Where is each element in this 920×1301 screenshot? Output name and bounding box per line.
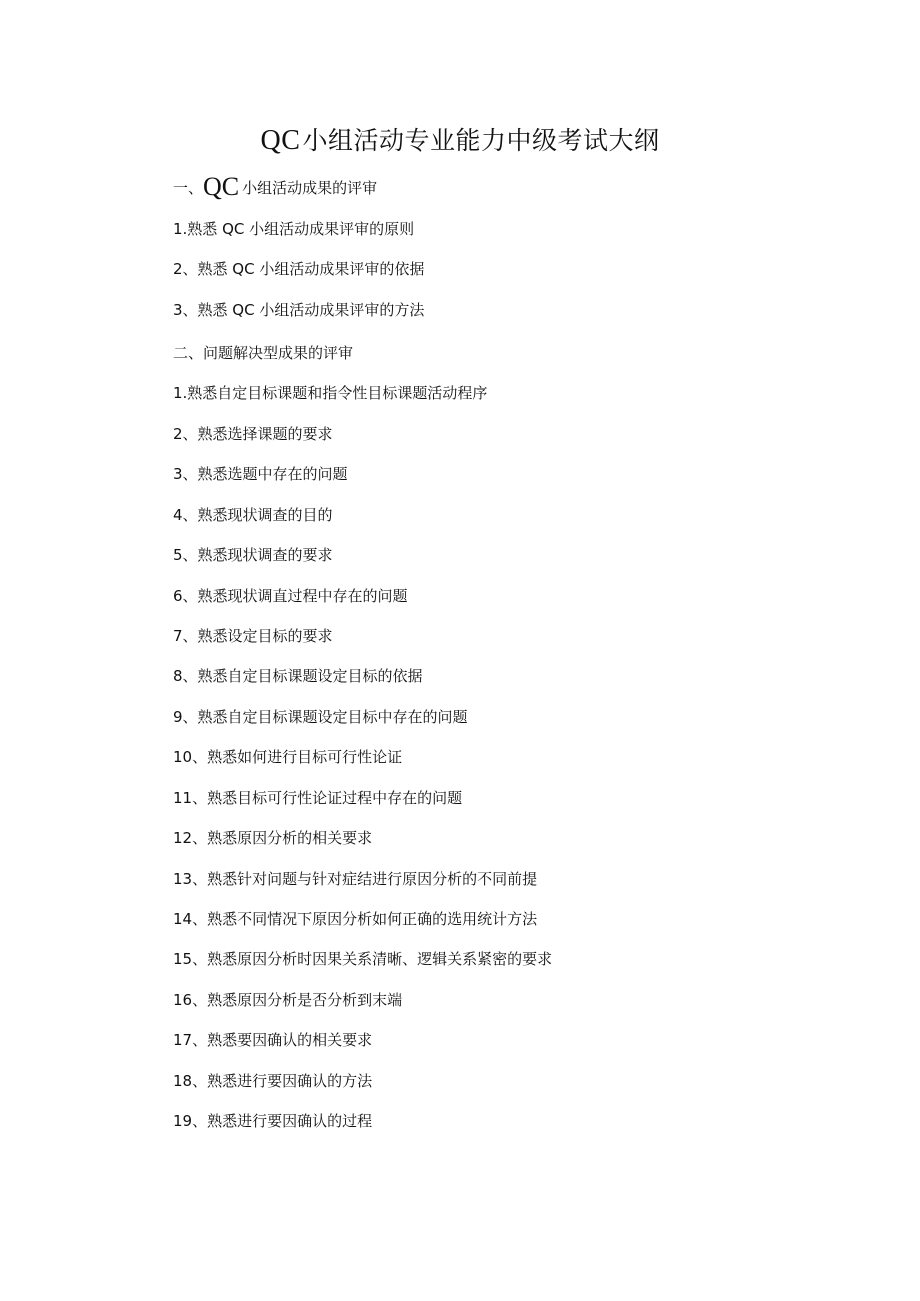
list-item: 3、熟悉选题中存在的问题 [173,465,348,483]
list-item: 7、熟悉设定目标的要求 [173,627,333,645]
list-item: 4、熟悉现状调查的目的 [173,506,333,524]
document-title [0,124,920,158]
list-item: 5、熟悉现状调查的要求 [173,546,333,564]
list-item: 19、熟悉进行要因确认的过程 [173,1112,373,1130]
list-item: 1.熟悉 QC 小组活动成果评审的原则 [173,220,415,238]
section-1-text: 小组活动成果的评审 [242,179,378,197]
list-item: 14、熟悉不同情况下原因分析如何正确的选用统计方法 [173,910,538,928]
list-item: 2、熟悉选择课题的要求 [173,425,333,443]
section-1-prefix: 一、 [173,179,204,197]
list-item: 13、熟悉针对问题与针对症结进行原因分析的不同前提 [173,870,538,888]
list-item: 10、熟悉如何进行目标可行性论证 [173,748,403,766]
list-item: 3、熟悉 QC 小组活动成果评审的方法 [173,301,425,319]
list-item: 6、熟悉现状调直过程中存在的问题 [173,587,408,605]
list-item: 18、熟悉进行要因确认的方法 [173,1072,373,1090]
list-item: 2、熟悉 QC 小组活动成果评审的依据 [173,260,425,278]
list-item: 9、熟悉自定目标课题设定目标中存在的问题 [173,708,468,726]
list-item: 11、熟悉目标可行性论证过程中存在的问题 [173,789,463,807]
section-heading-1 [173,172,378,201]
section-1-qc: QC [203,172,240,201]
list-item: 15、熟悉原因分析时因果关系清晰、逻辑关系紧密的要求 [173,950,553,968]
title-qc: QC [260,125,301,156]
list-item: 8、熟悉自定目标课题设定目标的依据 [173,667,423,685]
list-item: 17、熟悉要因确认的相关要求 [173,1031,373,1049]
list-item: 12、熟悉原因分析的相关要求 [173,829,373,847]
list-item: 1.熟悉自定目标课题和指令性目标课题活动程序 [173,384,488,402]
section-heading-2: 二、问题解决型成果的评审 [173,344,354,362]
title-text: 小组活动专业能力中级考试大纲 [302,126,660,155]
list-item: 16、熟悉原因分析是否分析到末端 [173,991,403,1009]
